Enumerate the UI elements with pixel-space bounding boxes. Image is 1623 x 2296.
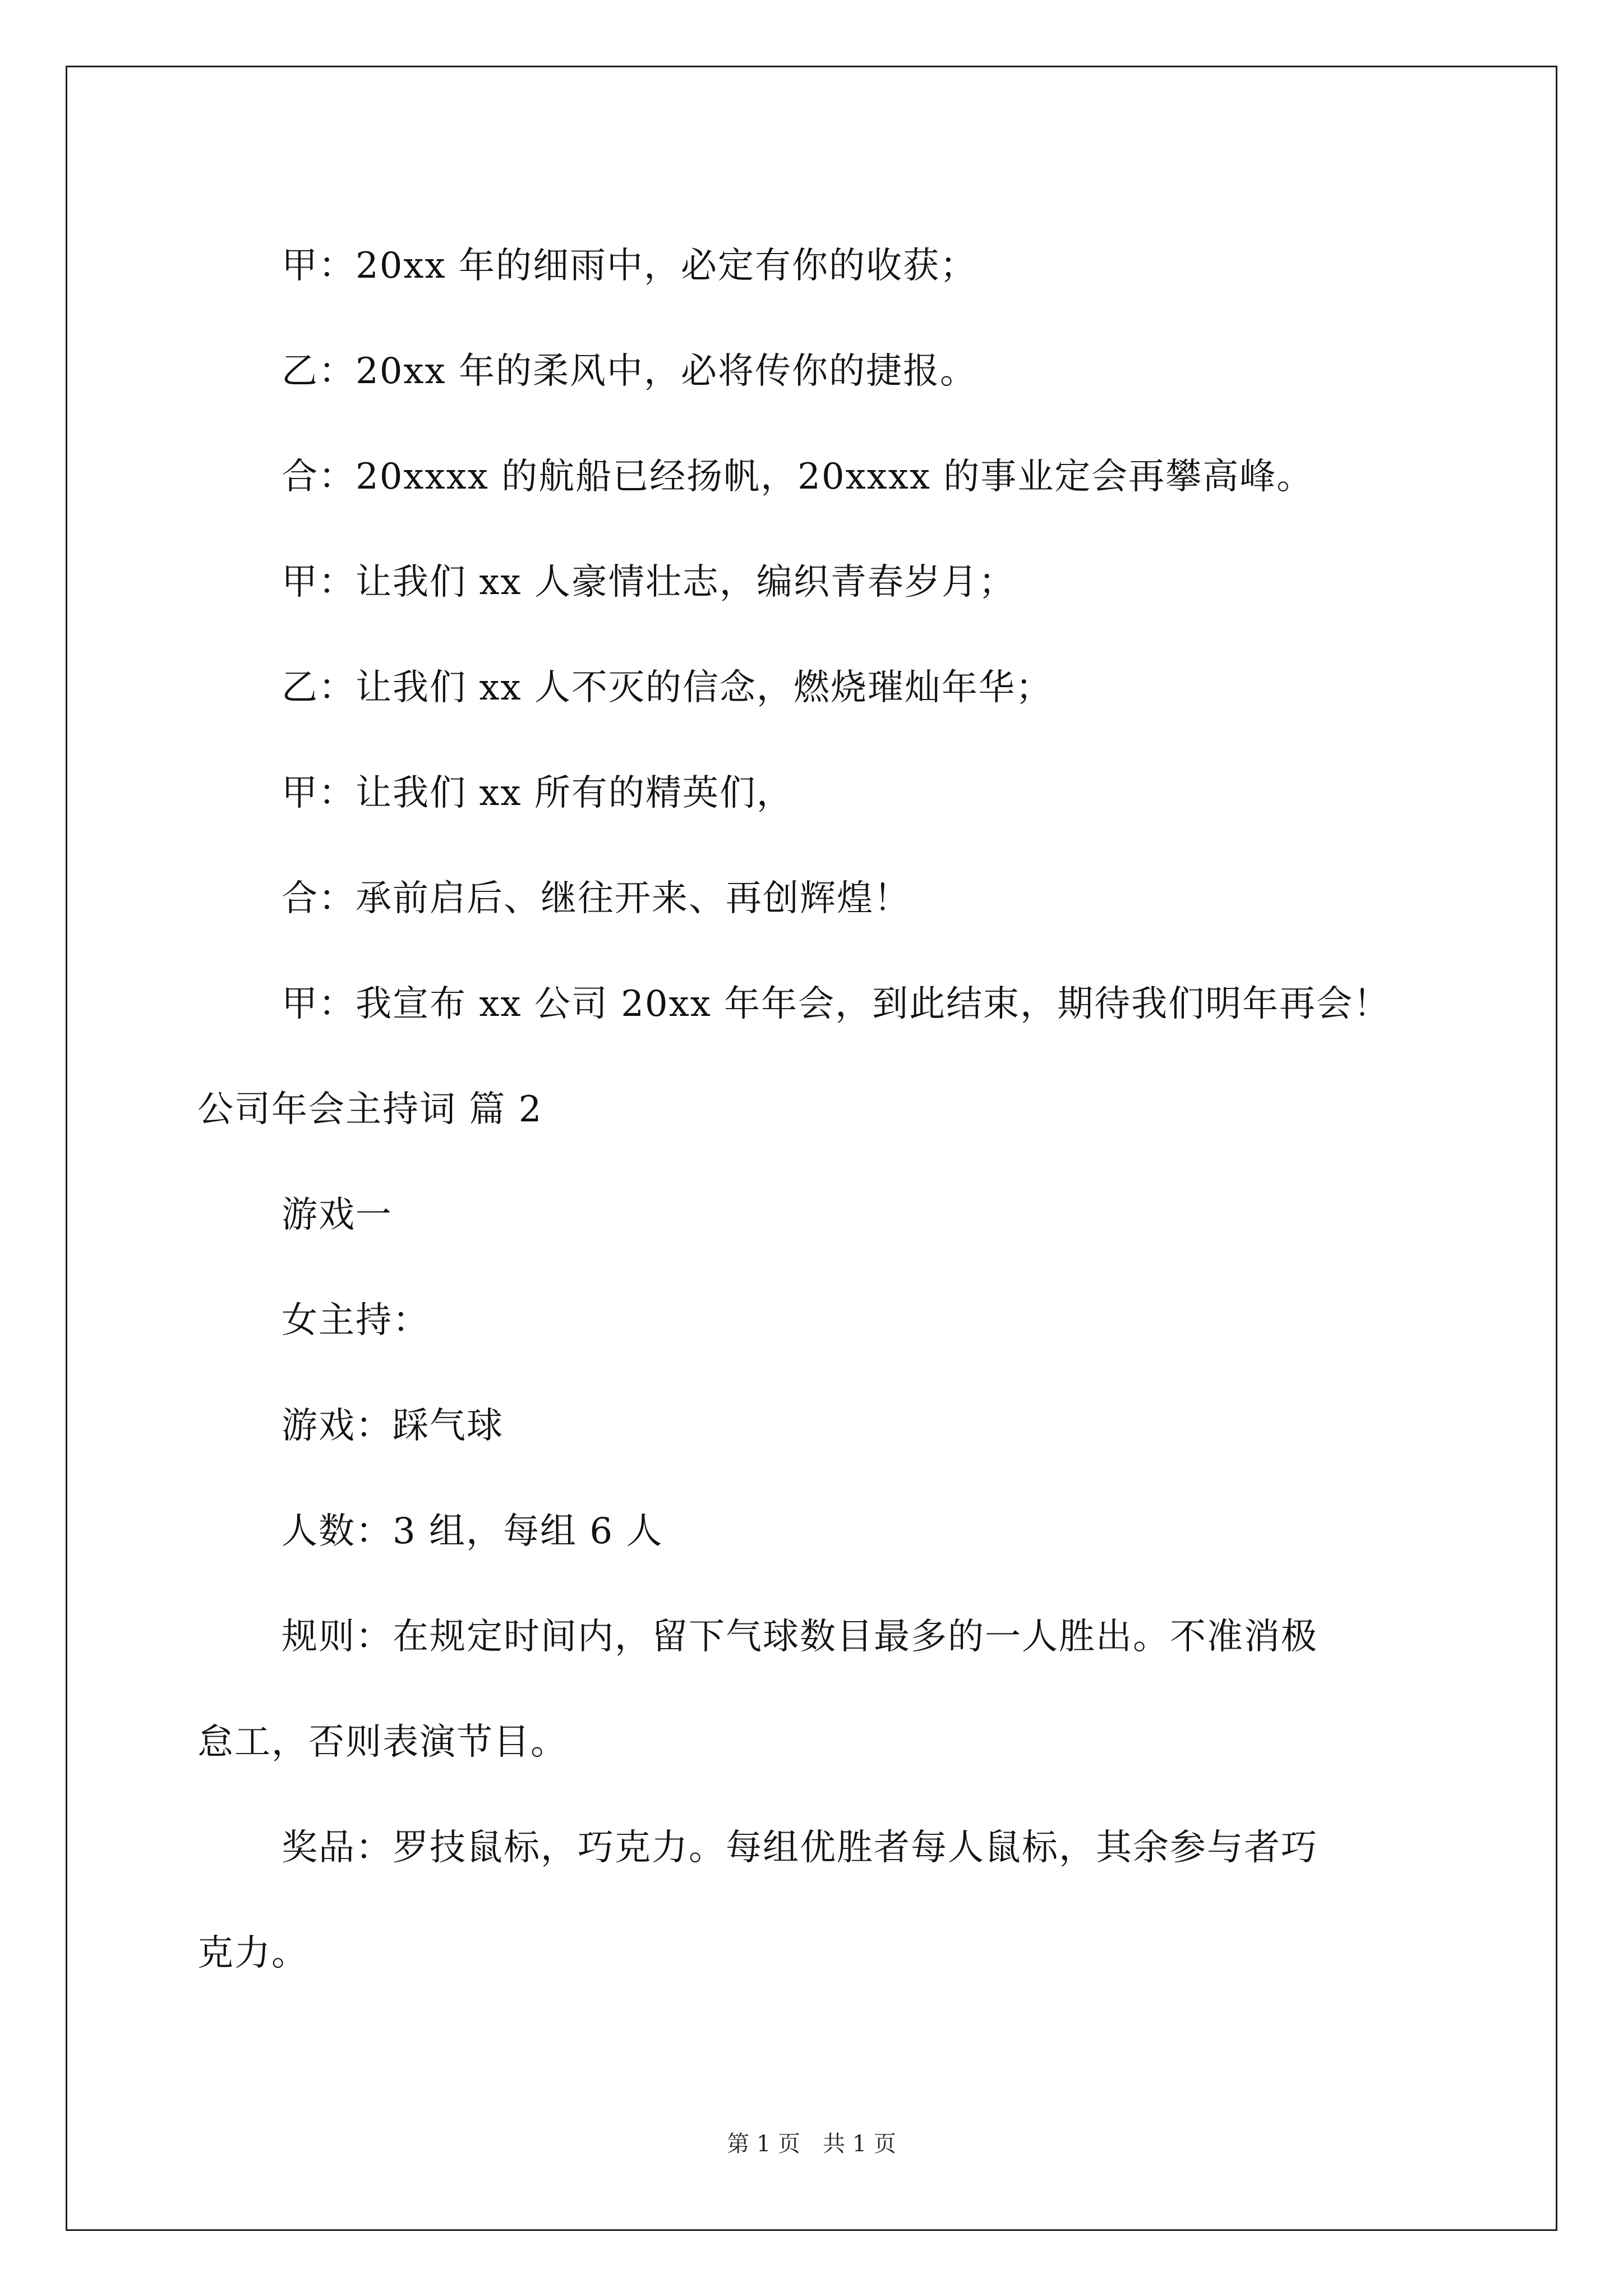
prizes-line-2: 克力。 — [197, 1932, 308, 1974]
prizes-line-1: 奖品：罗技鼠标，巧克力。每组优胜者每人鼠标，其余参与者巧 — [282, 1827, 1318, 1869]
document-body — [197, 213, 1448, 2006]
paragraph-7: 合：承前启后、继往开来、再创辉煌！ — [282, 878, 911, 919]
paragraph-8: 甲：我宣布 xx 公司 20xx 年年会，到此结束，期待我们明年再会！ — [282, 983, 1391, 1025]
section-heading: 公司年会主持词 篇 2 — [197, 1089, 543, 1130]
game-title: 游戏一 — [282, 1194, 393, 1236]
paragraph-1: 甲：20xx 年的细雨中，必定有你的收获； — [282, 245, 977, 287]
page-footer: 第 1 页 共 1 页 — [727, 2131, 896, 2157]
paragraph-4: 甲：让我们 xx 人豪情壮志，编织青春岁月； — [282, 562, 1016, 603]
rules-line-1: 规则：在规定时间内，留下气球数目最多的一人胜出。不准消极 — [282, 1616, 1318, 1658]
paragraph-6: 甲：让我们 xx 所有的精英们， — [282, 772, 794, 814]
host-label: 女主持： — [282, 1300, 430, 1341]
paragraph-5: 乙：让我们 xx 人不灭的信念，燃烧璀灿年华； — [282, 667, 1053, 708]
paragraph-3: 合：20xxxx 的航船已经扬帆，20xxxx 的事业定会再攀高峰。 — [282, 456, 1314, 498]
rules-line-2: 怠工，否则表演节目。 — [197, 1722, 568, 1763]
paragraph-2: 乙：20xx 年的柔风中，必将传你的捷报。 — [282, 351, 977, 392]
game-name: 游戏：踩气球 — [282, 1405, 504, 1447]
player-count: 人数：3 组，每组 6 人 — [282, 1511, 663, 1552]
